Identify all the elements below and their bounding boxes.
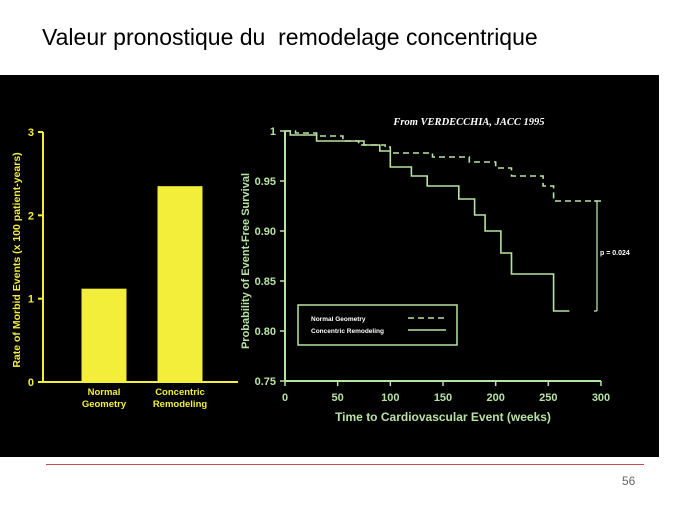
chart-source-title: From VERDECCHIA, JACC 1995 (393, 117, 545, 128)
survival-x-tick-label: 300 (591, 392, 611, 404)
survival-y-tick-label: 0.80 (254, 326, 276, 338)
survival-y-tick-label: 1 (269, 126, 276, 138)
survival-y-tick-label: 0.90 (254, 226, 276, 238)
chart-panel (0, 75, 659, 457)
bar-y-tick-label: 0 (27, 377, 34, 389)
survival-x-tick-label: 150 (433, 392, 453, 404)
survival-x-tick-label: 100 (381, 392, 400, 404)
bar (82, 289, 127, 382)
survival-y-tick-label: 0.75 (254, 376, 276, 388)
bar-category-label: Concentric (155, 387, 205, 398)
survival-x-tick-label: 0 (281, 392, 289, 404)
survival-x-tick-label: 200 (486, 392, 505, 404)
survival-y-tick-label: 0.85 (254, 276, 276, 288)
survival-x-tick-label: 50 (331, 392, 344, 404)
p-value-annotation: p = 0.024 (600, 250, 630, 257)
legend-label: Concentric Remodeling (311, 328, 384, 335)
legend-label: Normal Geometry (311, 316, 366, 323)
bar-category-label: Geometry (81, 399, 127, 410)
bar-y-tick-label: 2 (27, 210, 34, 223)
bar-category-label: Remodeling (152, 399, 208, 410)
bar-y-axis-label: Rate of Morbid Events (x 100 patient-years) (11, 152, 23, 368)
legend-box (298, 305, 457, 345)
survival-x-tick-label: 250 (539, 392, 558, 404)
chart-svg (0, 75, 659, 457)
series-line-concentric-remodeling (285, 131, 569, 311)
survival-y-tick-label: 0.95 (254, 176, 276, 188)
slide-title: Valeur pronostique du remodelage concentrique (42, 24, 538, 50)
page-number: 56 (622, 474, 636, 488)
bar-y-tick-label: 1 (27, 293, 34, 306)
footer-rule (46, 464, 644, 465)
bar (158, 186, 203, 382)
bar-y-tick-label: 3 (27, 127, 34, 139)
survival-x-axis-label: Time to Cardiovascular Event (weeks) (335, 410, 551, 424)
survival-y-axis-label: Probability of Event-Free Survival (240, 172, 252, 350)
bar-category-label: Normal (87, 387, 121, 398)
